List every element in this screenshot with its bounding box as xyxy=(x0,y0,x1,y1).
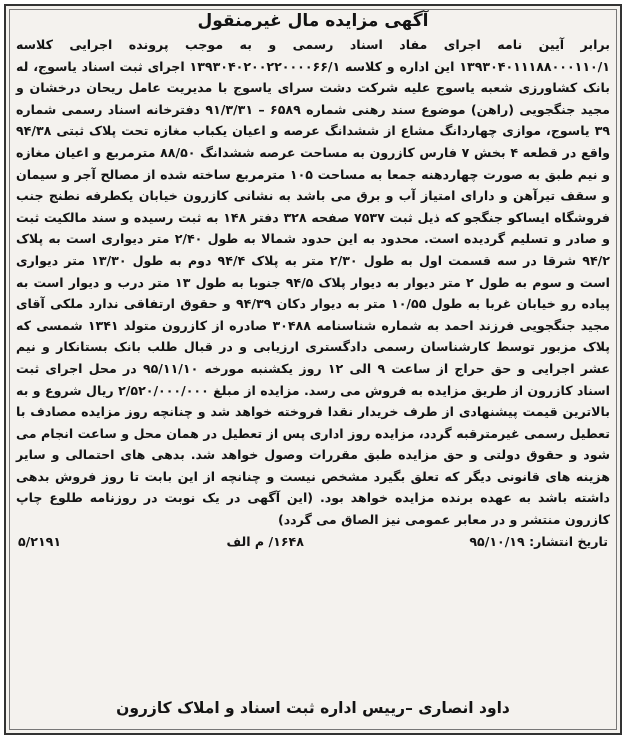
auction-notice xyxy=(4,4,622,735)
notice-title: آگهی مزایده مال غیرمنقول xyxy=(197,11,429,31)
publish-date: تاریخ انتشار: ۹۵/۱۰/۱۹ xyxy=(469,533,608,549)
notice-number: ۵/۲۱۹۱ xyxy=(18,533,62,549)
notice-footer-row xyxy=(18,531,608,553)
signature-line: داود انصاری –رییس اداره ثبت اسناد و املاک کازرون xyxy=(116,699,510,717)
notice-body: برابر آیین نامه اجرای مفاد اسناد رسمی و به موجب پرونده اجرایی کلاسه ۱۳۹۳۰۴۰۱۱۱۸۸۰۰۰۱۱۰/۱ این اداره و کلاسه ۱۳۹۳۰۴۰۲۰۰۲۲۰۰۰۰۶۶/۱ اجرای ثبت اسناد یاسوج، له بانک کشاورزی شعبه یاسوج علیه شرکت دشت سرای یاسوج با مدیریت عامل ریحان درخشان و مجید جنگجویی (راهن) موضوع سند رهنی شماره ۶۵۸۹ – ۹۱/۳/۳۱ دفترخانه اسناد رسمی شماره ۳۹ یاسوج، موازی چهاردانگ مشاع از ششدانگ عرصه و اعیان یکباب مغازه تحت پلاک ثبتی ۹۴/۳۸ واقع در قطعه ۴ بخش ۷ فارس کازرون به مساحت عرصه ششدانگ ۸۸/۵۰ مترمربع و اعیان مغازه و نیم طبق به صورت چهاردهنه جمعا به مساحت ۱۰۵ مترمربع ساخته شده از مصالح آجر و سیمان و سقف تیرآهن و دارای امتیاز آب و برق می باشد به نشانی کازرون خیابان یکطرفه نطنج جنب فروشگاه ایساکو جنگجو که ذیل ثبت ۷۵۳۷ صفحه ۳۲۸ دفتر ۱۴۸ به ثبت رسیده و سند مالکیت ثبت و صادر و تسلیم گردیده است. محدود به این حدود شمالا به طول ۲/۴۰ متر دیواری است به پلاک ۹۴/۲ شرقا در سه قسمت اول به طول ۲/۳۰ متر به پلاک ۹۴/۴ دوم به طول ۱۳/۳۰ متر دیواری است و سوم به طول ۲ متر دیوار به دیوار پلاک ۹۴/۵ جنوبا به طول ۱۳ متر درب و دیوار است به پیاده رو خیابان غربا به طول ۱۰/۵۵ متر به دیوار دکان ۹۴/۳۹ و حقوق ارتفاقی ندارد ملکی آقای مجید جنگجویی فرزند احمد به شماره شناسنامه ۳۰۴۸۸ صادره از کازرون متولد ۱۳۴۱ شمسی که پلاک مزبور توسط کارشناسان رسمی دادگستری ارزیابی و در قبال طلب بانک بستانکار و نیم عشر اجرایی و حق حراج از ساعت ۹ الی ۱۲ روز یکشنبه مورخه ۹۵/۱۱/۱۰ در محل اجرای ثبت اسناد کازرون از طریق مزایده به فروش می رسد. مزایده از مبلغ ۲/۵۲۰/۰۰۰/۰۰۰ ریال شروع و به بالاترین قیمت پیشنهادی از طرف خریدار نقدا فروخته خواهد شد و چنانچه روز مزایده مصادف با تعطیل رسمی غیرمترقبه گردد، مزایده روز اداری پس از تعطیل در همان محل و ساعت انجام می شود و حقوق دولتی و حق مزایده طبق مقررات وصول خواهد شد. بدهی های احتمالی و سایر هزینه های قانونی دیگر که تعلق بگیرد مشخص نیست و چنانچه از این بابت تا روز فروش بدهی داشته باشد به عهده برنده مزایده خواهد بود. (این آگهی در یک نوبت در روزنامه طلوع چاپ کازرون منتشر و در معابر عمومی نیز الصاق می گردد) xyxy=(16,37,611,528)
reference-code: ۱۶۴۸/ م الف xyxy=(226,533,304,549)
